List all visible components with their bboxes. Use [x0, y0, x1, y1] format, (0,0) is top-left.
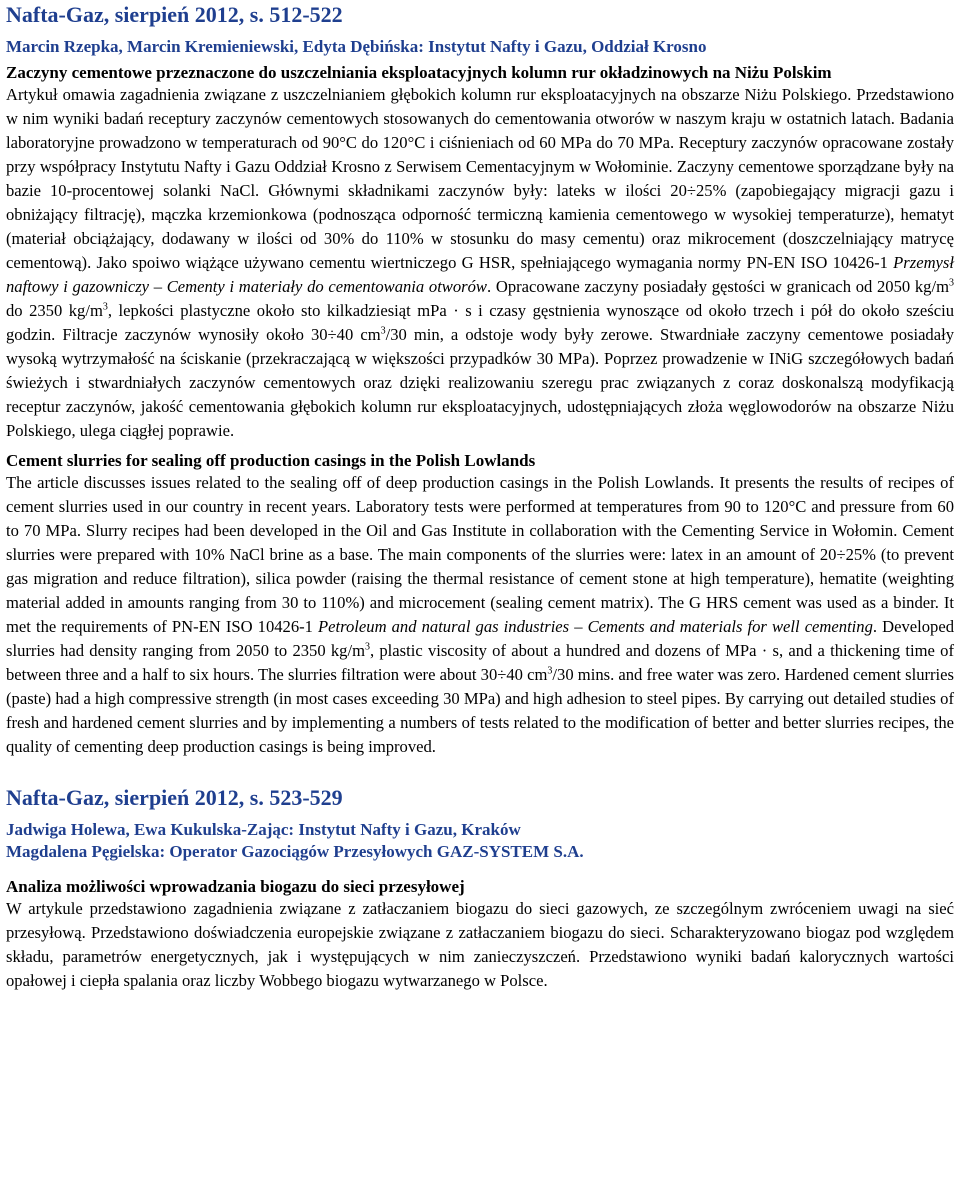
abstract-text: . Opracowane zaczyny posiadały gęstości w granicach od 2050 kg/m [487, 277, 949, 296]
abstract-text: /30 mins. and free water was zero. Hardened cement slurries (paste) had a high compressive strength (in most cases exceeding 30 MPa) and high adhesion to steel pipes. By carrying out detailed studies of fresh and hardened cement slurries and by implementing a numbers of tests related to the modification of better and better slurries recipes, the quality of cementing deep production casings is being improved. [6, 665, 954, 756]
superscript: 3 [102, 301, 108, 313]
abstract-pl [6, 83, 954, 443]
section-spacer [6, 759, 954, 785]
article-title-pl: Analiza możliwości wprowadzania biogazu do sieci przesyłowej [6, 877, 465, 896]
superscript: 3 [547, 665, 553, 677]
abstract-standard-title: Petroleum and natural gas industries – Cements and materials for well cementing [318, 617, 873, 636]
authors: Marcin Rzepka, Marcin Kremieniewski, Edyta Dębińska: Instytut Nafty i Gazu, Oddział Krosno [6, 37, 707, 56]
abstract-text: /30 min, a odstoje wody były zerowe. Stwardniałe zaczyny cementowe posiadały wysoką wytrzymałość na ściskanie (przekraczającą w większości przypadków 30 MPa). Poprzez prowadzenie w INiG szczegółowych badań świeżych i stwardniałych zaczynów cementowych oraz dzięki realizowaniu szeregu prac związanych z coraz doskonalszą modyfikacją receptur zaczynów, jakość cementowania głębokich kolumn rur eksploatacyjnych, udostępniających złoża węglowodorów na obszarze Niżu Polskiego, ulega ciągłej poprawie. [6, 325, 955, 440]
article-title-en: Cement slurries for sealing off production casings in the Polish Lowlands [6, 451, 536, 470]
abstract-text: The article discusses issues related to the sealing off of deep production casings in the Polish Lowlands. It presents the results of recipes of cement slurries used in our country in recent years. Laboratory tests were performed at temperatures from 90 to 120°C and pressure from 60 to 70 MPa. Slurry recipes had been developed in the Oil and Gas Institute in collaboration with the Cementing Service in Wołomin. Cement slurries were prepared with 10% NaCl brine as a base. The main components of the slurries were: latex in an amount of 20÷25% (to prevent gas migration and reduce filtration), silica powder (raising the thermal resistance of cement stone at high temperature), hematite (weighting material added in amounts ranging from 30 to 110%) and microcement (sealing cement matrix). The G HRS cement was used as a binder. It met the requirements of PN-EN ISO 10426-1 [6, 473, 954, 636]
journal-reference: Nafta-Gaz, sierpień 2012, s. 512-522 [6, 2, 343, 27]
article-2 [6, 785, 954, 993]
abstract-text: , plastic viscosity of about a hundred and dozens of MPa · s, and a thickening time of between three and a half to six hours. The slurries filtration were about 30÷40 cm [6, 641, 954, 684]
superscript: 3 [949, 277, 954, 289]
article-title-pl: Zaczyny cementowe przeznaczone do uszczelniania eksploatacyjnych kolumn rur okładzinowych na Niżu Polskim [6, 63, 832, 82]
abstract-standard-title: Przemysł naftowy i gazowniczy – Cementy i materiały do cementowania otworów [6, 253, 954, 296]
abstract-text: . Developed slurries had density ranging from 2050 to 2350 kg/m [6, 617, 954, 660]
superscript: 3 [380, 325, 386, 337]
abstract-text: , lepkości plastyczne około sto kilkadziesiąt mPa · s i czasy gęstnienia wynoszące od około trzech i pół do około sześciu godzin. Filtracje zaczynów wynosiły około 30÷40 cm [6, 301, 954, 344]
abstract-text: do 2350 kg/m [6, 301, 103, 320]
authors: Magdalena Pęgielska: Operator Gazociągów Przesyłowych GAZ-SYSTEM S.A. [6, 842, 584, 861]
article-1 [6, 2, 954, 759]
authors: Jadwiga Holewa, Ewa Kukulska-Zając: Instytut Nafty i Gazu, Kraków [6, 820, 521, 839]
journal-reference: Nafta-Gaz, sierpień 2012, s. 523-529 [6, 785, 343, 810]
abstract-text: Artykuł omawia zagadnienia związane z uszczelnianiem głębokich kolumn rur eksploatacyjnych na obszarze Niżu Polskiego. Przedstawiono w nim wyniki badań receptury zaczynów cementowych stosowanych do cementowania otworów w naszym kraju w ostatnich latach. Badania laboratoryjne prowadzono w temperaturach od 90°C do 120°C i ciśnieniach od 60 MPa do 70 MPa. Receptury zaczynów opracowane zostały przy współpracy Instytutu Nafty i Gazu Oddział Krosno z Serwisem Cementacyjnym w Wołominie. Zaczyny cementowe sporządzane były na bazie 10-procentowej solanki NaCl. Głównymi składnikami zaczynów były: lateks w ilości 20÷25% (zapobiegający migracji gazu i obniżający filtrację), mączka krzemionkowa (podnosząca odporność termiczną kamienia cementowego w wysokiej temperaturze), hematyt (materiał obciążający, dodawany w ilości od 30% do 110% w stosunku do masy cementu) oraz mikrocement (doszczelniający matrycę cementową). Jako spoiwo wiążące używano cementu wiertniczego G HSR, spełniającego wymagania normy PN-EN ISO 10426-1 [6, 85, 954, 272]
section-spacer [6, 863, 954, 872]
abstract-en [6, 471, 954, 759]
abstract-pl: W artykule przedstawiono zagadnienia związane z zatłaczaniem biogazu do sieci gazowych, ze szczególnym zwróceniem uwagi na sieć przesyłową. Przedstawiono doświadczenia europejskie związane z zatłaczaniem biogazu do sieci. Scharakteryzowano biogaz pod względem składu, parametrów energetycznych, jak i występujących w nim zanieczyszczeń. Przedstawiono wyniki badań kalorycznych wartości opałowej i ciepła spalania oraz liczby Wobbego biogazu wytwarzanego w Polsce. [6, 899, 954, 990]
superscript: 3 [365, 641, 370, 653]
